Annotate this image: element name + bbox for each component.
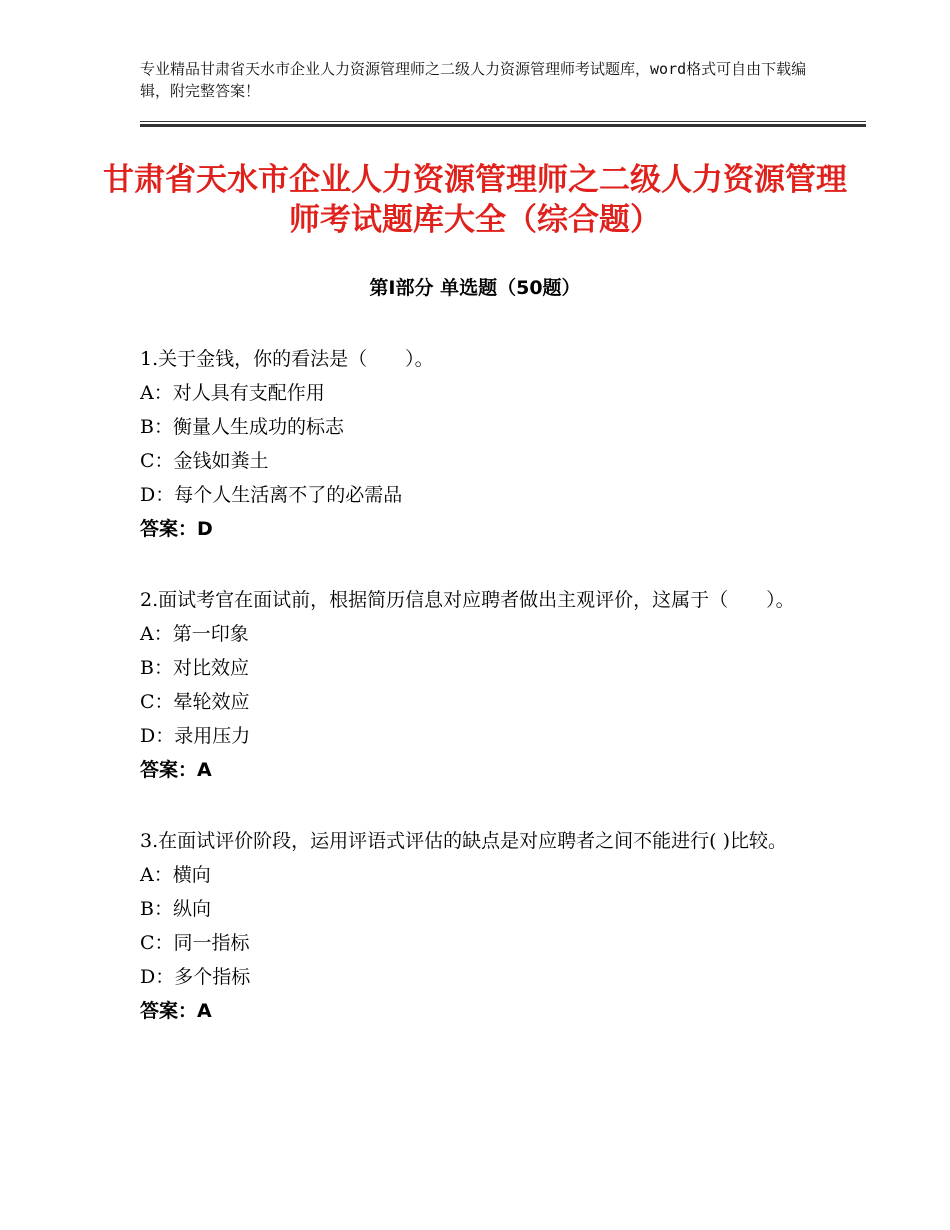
option-a: A：第一印象	[140, 623, 249, 645]
question-stem: 3.在面试评价阶段，运用评语式评估的缺点是对应聘者之间不能进行( )比较。	[140, 830, 787, 852]
option-b: B：对比效应	[140, 657, 249, 679]
question-3	[140, 824, 810, 1028]
option-b: B：衡量人生成功的标志	[140, 416, 344, 438]
option-d: D：每个人生活离不了的必需品	[140, 484, 403, 506]
answer-label: 答案：D	[140, 518, 213, 540]
option-c: C：晕轮效应	[140, 691, 250, 713]
option-d: D：多个指标	[140, 966, 251, 988]
option-c: C：金钱如粪土	[140, 450, 269, 472]
question-list	[140, 342, 810, 1065]
question-stem: 1.关于金钱，你的看法是（ ）。	[140, 348, 434, 370]
option-b: B：纵向	[140, 898, 211, 920]
answer-label: 答案：A	[140, 1000, 212, 1022]
question-stem: 2.面试考官在面试前，根据简历信息对应聘者做出主观评价，这属于（ ）。	[140, 589, 795, 611]
answer-label: 答案：A	[140, 759, 212, 781]
document-title: 甘肃省天水市企业人力资源管理师之二级人力资源管理师考试题库大全（综合题）	[103, 162, 847, 238]
question-1	[140, 342, 810, 546]
option-a: A：对人具有支配作用	[140, 382, 325, 404]
option-a: A：横向	[140, 864, 211, 886]
header-divider-thin	[140, 121, 866, 122]
option-c: C：同一指标	[140, 932, 250, 954]
section-heading: 第Ⅰ部分 单选题（50题）	[369, 277, 581, 299]
header-divider-thick	[140, 124, 866, 127]
header-note: 专业精品甘肃省天水市企业人力资源管理师之二级人力资源管理师考试题库，word格式可自由下载编辑，附完整答案！	[140, 60, 807, 100]
question-2	[140, 583, 810, 787]
option-d: D：录用压力	[140, 725, 251, 747]
